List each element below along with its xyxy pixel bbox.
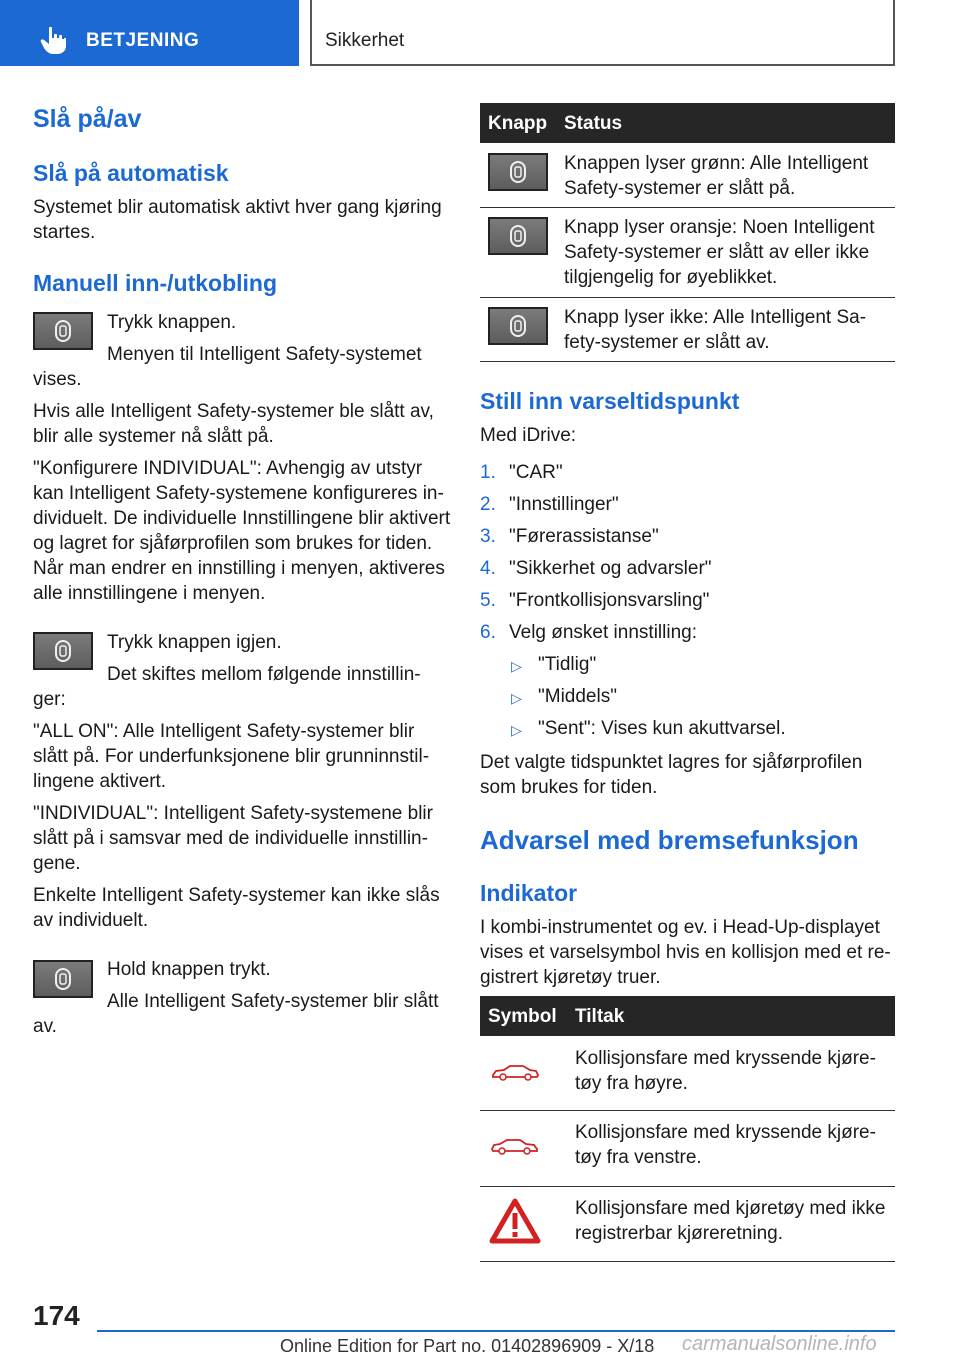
button-off-image [488,307,548,345]
car-shield-icon [54,640,72,662]
status-table-header [480,103,895,143]
heading-auto-on: Slå på automatisk [33,160,229,186]
car-shield-icon [509,315,527,337]
car-shield-icon [54,320,72,342]
instruction-result: av. [33,1016,57,1037]
car-shield-icon [54,968,72,990]
paragraph-line: slått på. For underfunksjonene blir grunninnstil- [33,746,430,767]
column-header: Knapp [488,113,548,134]
car-shield-icon [509,161,527,183]
step-number: 5. [480,590,496,611]
header-divider [310,64,895,66]
heading-manual: Manuell inn-/utkobling [33,270,278,296]
instruction-press: Trykk knappen igjen. [107,632,282,653]
instruction-result: Alle Intelligent Safety-systemer blir slått [107,991,439,1012]
heading-warning-time: Still inn varseltidspunkt [480,388,740,414]
bullet-triangle-icon: ▷ [511,658,522,674]
paragraph-line: "INDIVIDUAL": Intelligent Safety-systemene blir [33,803,433,824]
instruction-result: vises. [33,369,82,390]
table-row [480,1186,895,1262]
status-text: fety-systemer er slått av. [564,332,770,353]
step-text: "Førerassistanse" [509,526,659,547]
bullet-triangle-icon: ▷ [511,722,522,738]
car-left-icon [490,1136,540,1156]
instruction-result: ger: [33,689,66,710]
option-text: "Sent": Vises kun akuttvarsel. [538,718,786,739]
column-header: Tiltak [575,1006,625,1027]
instruction-result: Det skiftes mellom følgende innstillin- [107,664,421,685]
heading-indicator: Indikator [480,880,578,906]
paragraph-line: dividuelt. De individuelle Innstillingene blir aktivert [33,508,451,529]
footer-rule [97,1330,895,1332]
paragraph-line: "Konfigurere INDIVIDUAL": Avhengig av utstyr [33,458,423,479]
intro-text: Med iDrive: [480,425,577,446]
step-number: 4. [480,558,496,579]
header-divider [893,0,895,66]
paragraph-line: alle innstillingene i menyen. [33,583,266,604]
bullet-triangle-icon: ▷ [511,690,522,706]
column-header: Status [564,113,623,134]
step-number: 6. [480,622,496,643]
instruction-press: Trykk knappen. [107,312,237,333]
table-row [480,207,895,298]
safety-button-image [33,960,93,998]
button-green-image [488,153,548,191]
paragraph-line: som brukes for tiden. [480,777,658,798]
step-number: 1. [480,462,496,483]
paragraph-line: og lagret for sjåførprofilen som brukes for tiden. [33,533,433,554]
action-text: Kollisjonsfare med kjøretøy med ikke [575,1198,886,1219]
car-right-icon [490,1062,540,1082]
paragraph-line: Når man endrer en innstilling i menyen, aktiveres [33,558,445,579]
paragraph-line: vises et varselsymbol hvis en kollisjon med et re- [480,942,891,963]
paragraph-line: "ALL ON": Alle Intelligent Safety-systemer blir [33,721,415,742]
table-row [480,297,895,362]
page-number: 174 [33,1300,80,1331]
step-text: Velg ønsket innstilling: [509,622,697,643]
warning-triangle-icon [489,1198,541,1244]
status-text: Knapp lyser ikke: Alle Intelligent Sa- [564,307,867,328]
instruction-press: Hold knappen trykt. [107,959,271,980]
action-text: Kollisjonsfare med kryssende kjøre- [575,1048,876,1069]
status-text: tilgjengelig for øyeblikket. [564,267,778,288]
car-shield-icon [509,225,527,247]
column-header: Symbol [488,1006,557,1027]
step-number: 3. [480,526,496,547]
status-text: Safety-systemer er slått på. [564,178,796,199]
paragraph-line: lingene aktivert. [33,771,167,792]
edition-text: Online Edition for Part no. 01402896909 - X/18 [280,1336,655,1356]
action-text: registrerbar kjøreretning. [575,1223,784,1244]
step-text: "Innstillinger" [509,494,619,515]
heading-brake-warning: Advarsel med bremsefunksjon [480,825,859,855]
status-text: Safety-systemer er slått av eller ikke [564,242,870,263]
option-text: "Tidlig" [538,654,597,675]
section-title: Sikkerhet [325,30,405,51]
header-divider [310,0,312,66]
paragraph-line: blir alle systemer nå slått på. [33,426,274,447]
step-text: "Sikkerhet og advarsler" [509,558,712,579]
paragraph-line: slått på i samsvar med de individuelle innstillin- [33,828,428,849]
button-orange-image [488,217,548,255]
action-text: tøy fra høyre. [575,1073,688,1094]
auto-text-line: Systemet blir automatisk aktivt hver gang kjøring [33,197,442,218]
step-text: "Frontkollisjonsvarsling" [509,590,710,611]
paragraph-line: kan Intelligent Safety-systemene konfigureres in- [33,483,444,504]
paragraph-line: gistrert kjøretøy truer. [480,967,661,988]
action-text: Kollisjonsfare med kryssende kjøre- [575,1122,876,1143]
safety-button-image [33,312,93,350]
table-row [480,143,895,208]
hand-pointer-icon [40,26,66,54]
status-text: Knapp lyser oransje: Noen Intelligent [564,217,875,238]
watermark: carmanualsonline.info [682,1333,877,1355]
status-text: Knappen lyser grønn: Alle Intelligent [564,153,869,174]
heading-switch-on-off: Slå på/av [33,105,142,133]
instruction-result: Menyen til Intelligent Safety-systemet [107,344,422,365]
paragraph-line: av individuelt. [33,910,149,931]
table-row [480,1036,895,1111]
chapter-tab[interactable] [0,0,299,66]
safety-button-image [33,632,93,670]
option-text: "Middels" [538,686,617,707]
paragraph-line: Det valgte tidspunktet lagres for sjåførprofilen [480,752,863,773]
symbol-table-header [480,996,895,1036]
table-row [480,1110,895,1187]
action-text: tøy fra venstre. [575,1147,702,1168]
step-text: "CAR" [509,462,563,483]
paragraph-line: Hvis alle Intelligent Safety-systemer ble slått av, [33,401,434,422]
paragraph-line: I kombi-instrumentet og ev. i Head-Up-displayet [480,917,880,938]
auto-text-line: startes. [33,222,96,243]
paragraph-line: gene. [33,853,81,874]
step-number: 2. [480,494,496,515]
chapter-label: BETJENING [86,30,200,51]
paragraph-line: Enkelte Intelligent Safety-systemer kan ikke slås [33,885,440,906]
